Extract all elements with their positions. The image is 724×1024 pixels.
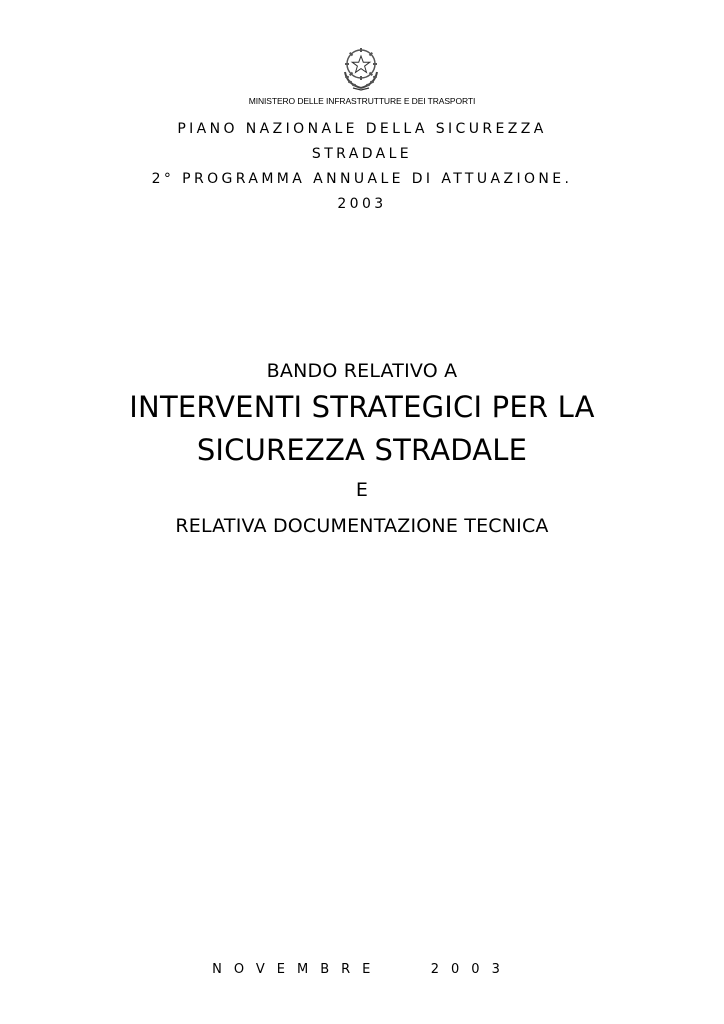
ministry-name: MINISTERO DELLE INFRASTRUTTURE E DEI TRASPORTI xyxy=(248,96,476,106)
title-line-intro: BANDO RELATIVO A xyxy=(266,360,458,382)
program-header xyxy=(0,117,724,217)
document-title xyxy=(0,356,724,544)
title-line-subtitle: RELATIVA DOCUMENTAZIONE TECNICA xyxy=(175,515,549,537)
document-date xyxy=(0,962,724,977)
title-line-main: INTERVENTI STRATEGICI PER LA xyxy=(129,390,595,424)
emblem-icon xyxy=(337,44,385,92)
header-line: STRADALE xyxy=(311,146,413,162)
header-line: 2003 xyxy=(337,196,387,212)
date-year: 2003 xyxy=(430,962,512,977)
header-line: 2° PROGRAMMA ANNUALE DI ATTUAZIONE. xyxy=(151,171,573,187)
date-month: NOVEMBRE xyxy=(212,962,383,977)
title-line-conjunction: E xyxy=(355,479,369,501)
header-line: PIANO NAZIONALE DELLA SICUREZZA xyxy=(177,121,547,137)
title-line-main: SICUREZZA STRADALE xyxy=(196,433,528,467)
